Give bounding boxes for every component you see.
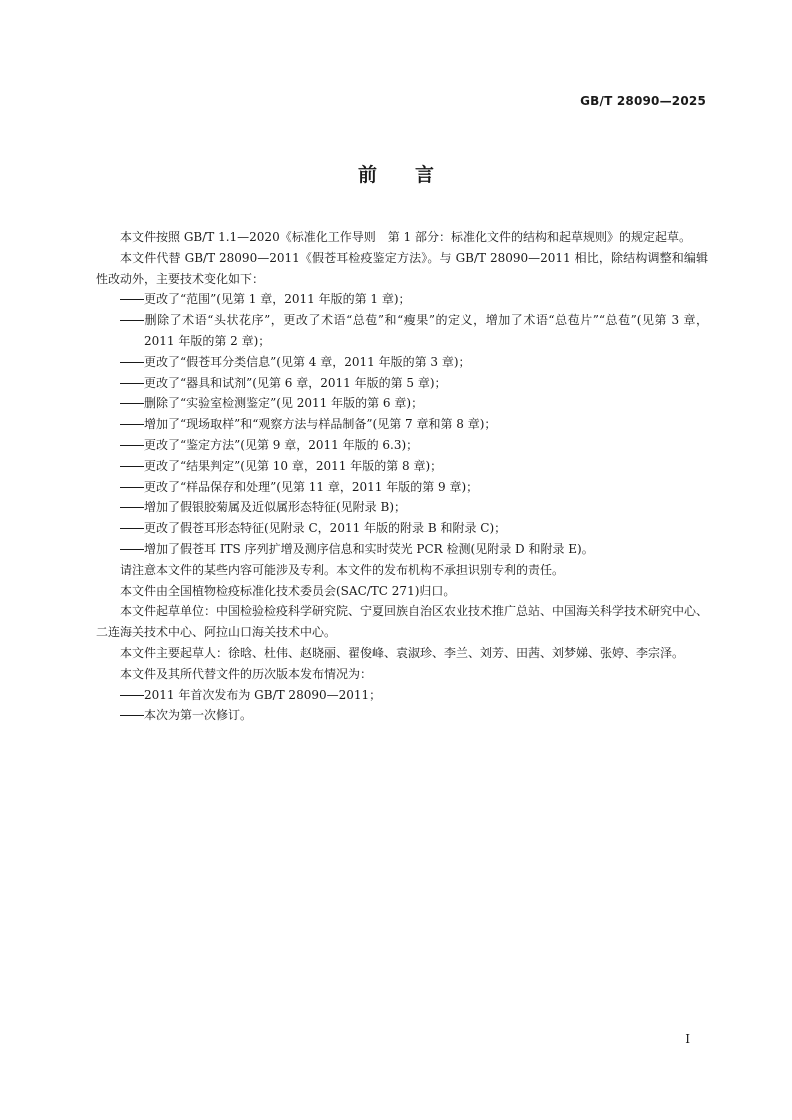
change-item-text: 更改了“鉴定方法”(见第 9 章，2011 年版的 6.3)； — [144, 437, 419, 452]
change-item — [96, 539, 708, 560]
change-item-text: 更改了“样品保存和处理”(见第 11 章，2011 年版的第 9 章)； — [144, 479, 479, 494]
history-item — [96, 685, 708, 706]
dash-mark — [120, 445, 144, 446]
paragraph-patent-notice: 请注意本文件的某些内容可能涉及专利。本文件的发布机构不承担识别专利的责任。 — [120, 562, 565, 577]
change-item — [96, 456, 708, 477]
change-item-text: 删除了术语“头状花序”，更改了术语“总苞”和“瘦果”的定义，增加了术语“总苞片”“总苞”(见第 3 章，2011 年版的第 2 章)； — [144, 313, 708, 348]
paragraph-drafting-units: 本文件起草单位：中国检验检疫科学研究院、宁夏回族自治区农业技术推广总站、中国海关科学技术研究中心、二连海关技术中心、阿拉山口海关技术中心。 — [96, 604, 709, 640]
dash-mark — [120, 362, 144, 363]
change-item — [96, 518, 708, 539]
dash-mark — [120, 466, 144, 467]
dash-mark — [120, 695, 144, 696]
change-item-text: 增加了“现场取样”和“观察方法与样品制备”(见第 7 章和第 8 章)； — [144, 417, 497, 432]
change-item-text: 更改了“结果判定”(见第 10 章，2011 年版的第 8 章)； — [144, 458, 443, 473]
change-item — [96, 310, 708, 352]
dash-mark — [120, 549, 144, 550]
change-item-text: 增加了假银胶菊属及近似属形态特征(见附录 B)； — [144, 500, 406, 515]
history-item-text: 本次为第一次修订。 — [144, 708, 253, 723]
paragraph-drafting-rules: 本文件按照 GB/T 1.1—2020《标准化工作导则 第 1 部分：标准化文件的结构和起草规则》的规定起草。 — [120, 230, 691, 244]
dash-mark — [120, 403, 144, 404]
dash-mark — [120, 424, 144, 425]
standard-number: GB/T 28090—2025 — [580, 94, 706, 108]
dash-mark — [120, 299, 144, 300]
dash-mark — [120, 487, 144, 488]
dash-mark — [120, 507, 144, 508]
paragraph-history-intro: 本文件及其所代替文件的历次版本发布情况为： — [120, 666, 373, 681]
dash-mark — [120, 320, 144, 321]
dash-mark — [120, 383, 144, 384]
change-item — [96, 352, 708, 373]
paragraph-drafters: 本文件主要起草人：徐晗、杜伟、赵晓丽、翟俊峰、袁淑珍、李兰、刘芳、田茜、刘梦娣、张婷、李宗泽。 — [120, 645, 685, 660]
change-item-text: 删除了“实验室检测鉴定”(见 2011 年版的第 6 章)； — [144, 396, 424, 411]
change-item-text: 增加了假苍耳 ITS 序列扩增及测序信息和实时荧光 PCR 检测(见附录 D 和附录 E)。 — [144, 541, 594, 556]
page-number: I — [685, 1032, 690, 1046]
change-item — [96, 414, 708, 435]
change-item-text: 更改了“假苍耳分类信息”(见第 4 章，2011 年版的第 3 章)； — [144, 354, 471, 369]
history-item-text: 2011 年首次发布为 GB/T 28090—2011； — [144, 687, 382, 702]
change-item — [96, 373, 708, 394]
paragraph-replacement: 本文件代替 GB/T 28090—2011《假苍耳检疫鉴定方法》。与 GB/T 28090—2011 相比，除结构调整和编辑性改动外，主要技术变化如下： — [96, 250, 708, 286]
change-item-text: 更改了假苍耳形态特征(见附录 C，2011 年版的附录 B 和附录 C)； — [144, 521, 507, 536]
dash-mark — [120, 528, 144, 529]
change-item — [96, 477, 708, 498]
change-item-text: 更改了“器具和试剂”(见第 6 章，2011 年版的第 5 章)； — [144, 375, 447, 390]
page-title: 前言 — [357, 164, 472, 186]
change-item — [96, 289, 708, 310]
history-item — [96, 705, 708, 726]
change-item — [96, 497, 708, 518]
dash-mark — [120, 715, 144, 716]
change-item-text: 更改了“范围”(见第 1 章，2011 年版的第 1 章)； — [144, 292, 411, 307]
change-item — [96, 393, 708, 414]
preface-body — [96, 227, 708, 726]
paragraph-committee: 本文件由全国植物检疫标准化技术委员会(SAC/TC 271)归口。 — [120, 583, 456, 598]
change-item — [96, 435, 708, 456]
